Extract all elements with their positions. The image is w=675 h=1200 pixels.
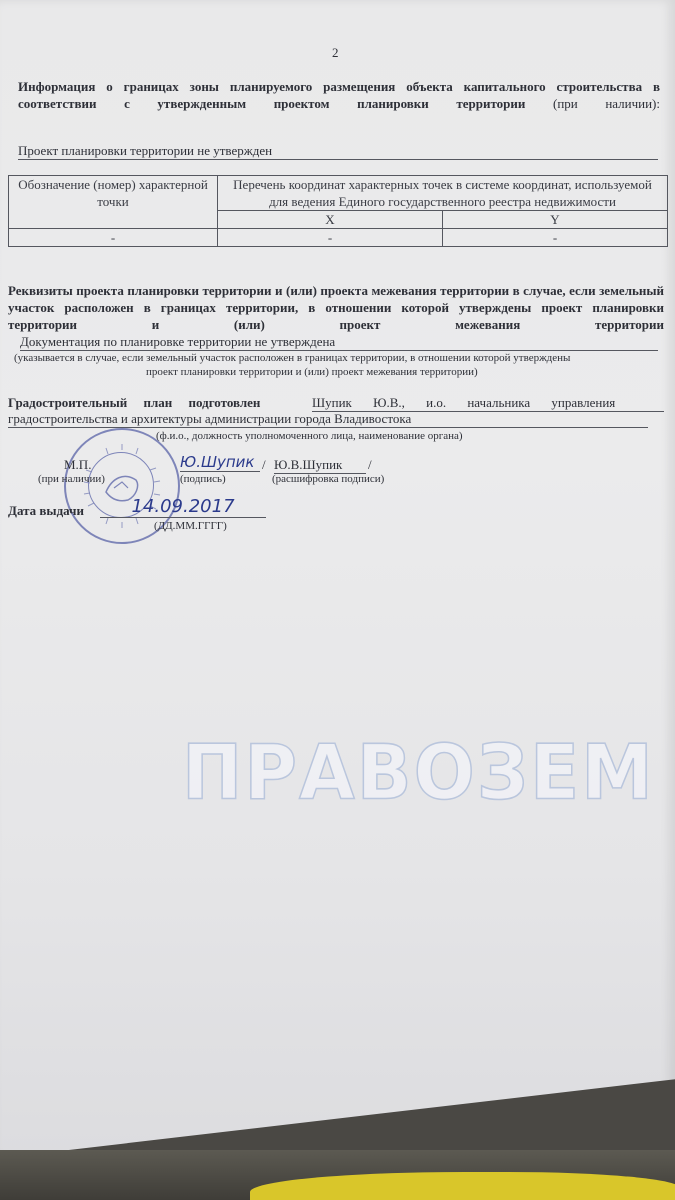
table-cell: - — [218, 229, 443, 247]
table-header-y: Y — [442, 211, 667, 229]
section2-note-line1: (указывается в случае, если земельный участок расположен в границах территории, в отношении которой утверждены — [14, 352, 571, 364]
section2-note-line2: проект планировки территории и (или) проект межевания территории) — [146, 366, 478, 378]
handwritten-signature: Ю.Шупик — [180, 453, 260, 472]
pravozem-watermark: ПРАВОЗЕМ — [182, 727, 655, 817]
section2-heading: Реквизиты проекта планировки территории и (или) проекта межевания территории в случае, если земельный участок расположен в границах территории, в отношении которой утверждены проект планировки территории и (или) проект межевания территории — [8, 283, 664, 332]
table-row — [9, 229, 668, 247]
section1-heading: Информация о границах зоны планируемого размещения объекта капитального строительства в соответствии с утвержденным проектом планировки территории (при наличии): — [18, 79, 660, 111]
mp-label: М.П. — [64, 457, 92, 472]
table-header-point: Обозначение (номер) характерной точки — [9, 176, 218, 229]
handwritten-issue-date: 14.09.2017 — [100, 496, 266, 518]
mp-note: (при наличии) — [38, 473, 105, 485]
table-cell: - — [442, 229, 667, 247]
page-number: 2 — [332, 45, 339, 60]
signature-decipher: Ю.В.Шупик — [274, 457, 366, 474]
section1-value: Проект планировки территории не утвержден — [18, 143, 658, 160]
background-fabric — [0, 1150, 675, 1200]
table-header-coords: Перечень координат характерных точек в системе координат, используемой для ведения Единого государственного реестра недвижимости — [218, 176, 668, 211]
prepared-by-label: Градостроительный план подготовлен — [8, 395, 261, 410]
table-cell: - — [9, 229, 218, 247]
table-header-x: X — [218, 211, 443, 229]
prepared-by-note: (ф.и.о., должность уполномоченного лица, наименование органа) — [156, 430, 463, 442]
issue-date-note: (ДД.ММ.ГГГГ) — [154, 520, 227, 532]
issue-date-label: Дата выдачи — [8, 503, 84, 518]
section2-value: Документация по планировке территории не утверждена — [20, 334, 658, 351]
signature-note: (подпись) — [180, 473, 226, 485]
prepared-by-value-line2: градостроительства и архитектуры администрации города Владивостока — [8, 411, 648, 428]
prepared-by-value-line1: Шупик Ю.В., и.о. начальника управления — [312, 395, 664, 412]
coordinates-table — [8, 175, 668, 247]
decipher-note: (расшифровка подписи) — [272, 473, 385, 485]
